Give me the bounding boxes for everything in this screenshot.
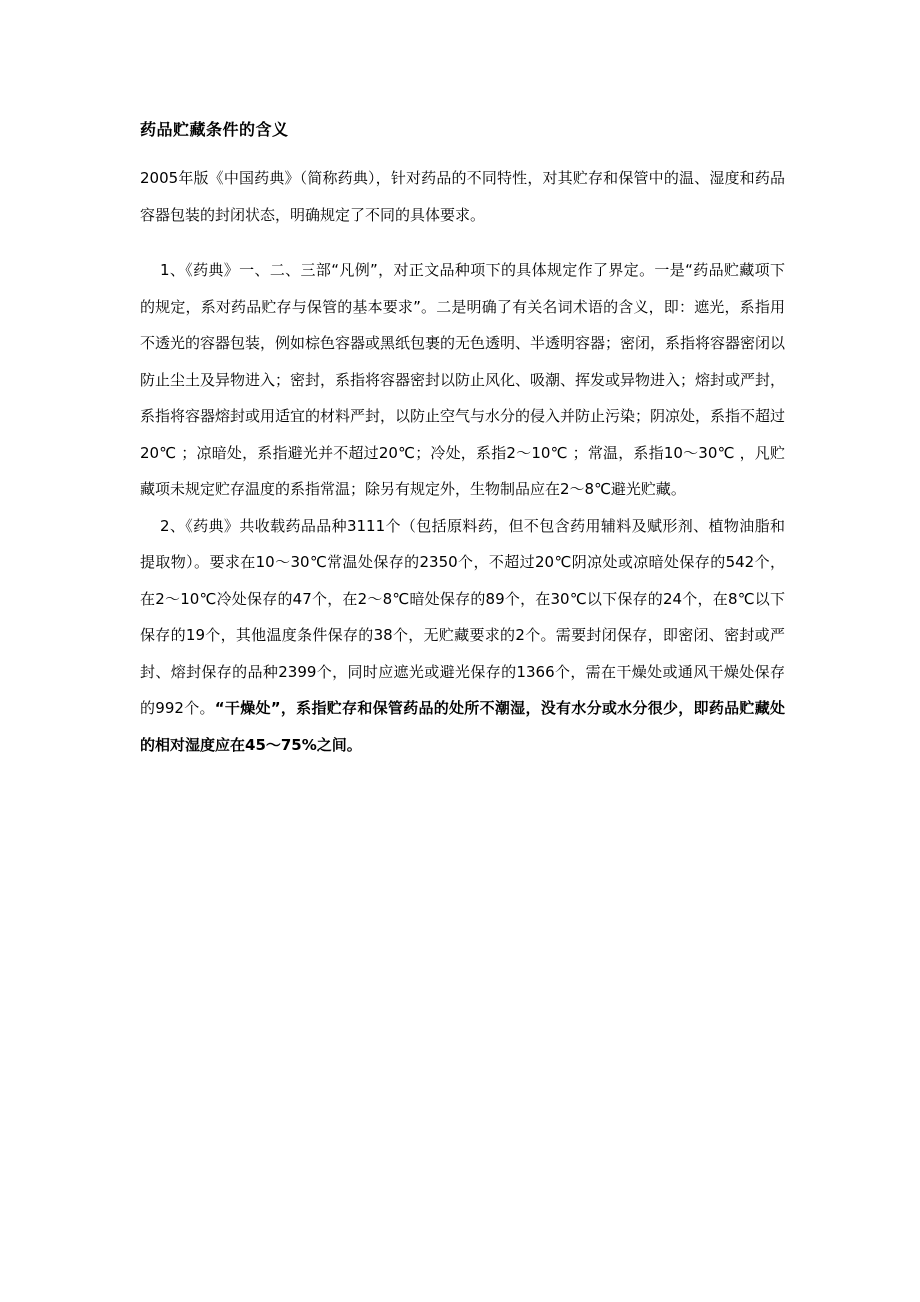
item-2-text: 2、《药典》共收载药品品种3111个（包括原料药，但不包含药用辅料及赋形剂、植物油脂和提取物）。要求在10～30℃常温处保存的2350个，不超过20℃阴凉处或凉暗处保存的542个，在2～10℃冷处保存的47个，在2～8℃暗处保存的89个，在30℃以下保存的24个，在8℃以下保存的19个，其他温度条件保存的38个，无贮藏要求的2个。需要封闭保存，即密闭、密封或严封、熔封保存的品种2399个，同时应遮光或避光保存的1366个，需在干燥处或通风干燥处保存的992个。 (140, 516, 785, 717)
item-2-paragraph (140, 508, 785, 764)
intro-paragraph: 2005年版《中国药典》（简称药典），针对药品的不同特性，对其贮存和保管中的温、湿度和药品容器包装的封闭状态，明确规定了不同的具体要求。 (140, 169, 785, 224)
item-1-paragraph: 1、《药典》一、二、三部“凡例”，对正文品种项下的具体规定作了界定。一是“药品贮藏项下的规定，系对药品贮存与保管的基本要求”。二是明确了有关名词术语的含义，即：遮光，系指用不透光的容器包装，例如棕色容器或黑纸包裹的无色透明、半透明容器；密闭，系指将容器密闭以防止尘土及异物进入；密封，系指将容器密封以防止风化、吸潮、挥发或异物进入；熔封或严封，系指将容器熔封或用适宜的材料严封，以防止空气与水分的侵入并防止污染；阴凉处，系指不超过20℃ ；凉暗处，系指避光并不超过20℃；冷处，系指2～10℃ ；常温，系指10～30℃ ，凡贮藏项未规定贮存温度的系指常温；除另有规定外，生物制品应在2～8℃避光贮藏。 (140, 261, 786, 498)
document-body (140, 112, 785, 763)
document-title: 药品贮藏条件的含义 (140, 120, 289, 139)
item-2-bold-text: “干燥处”，系指贮存和保管药品的处所不潮湿，没有水分或水分很少，即药品贮藏处的相对湿度应在45～75%之间。 (140, 699, 785, 754)
